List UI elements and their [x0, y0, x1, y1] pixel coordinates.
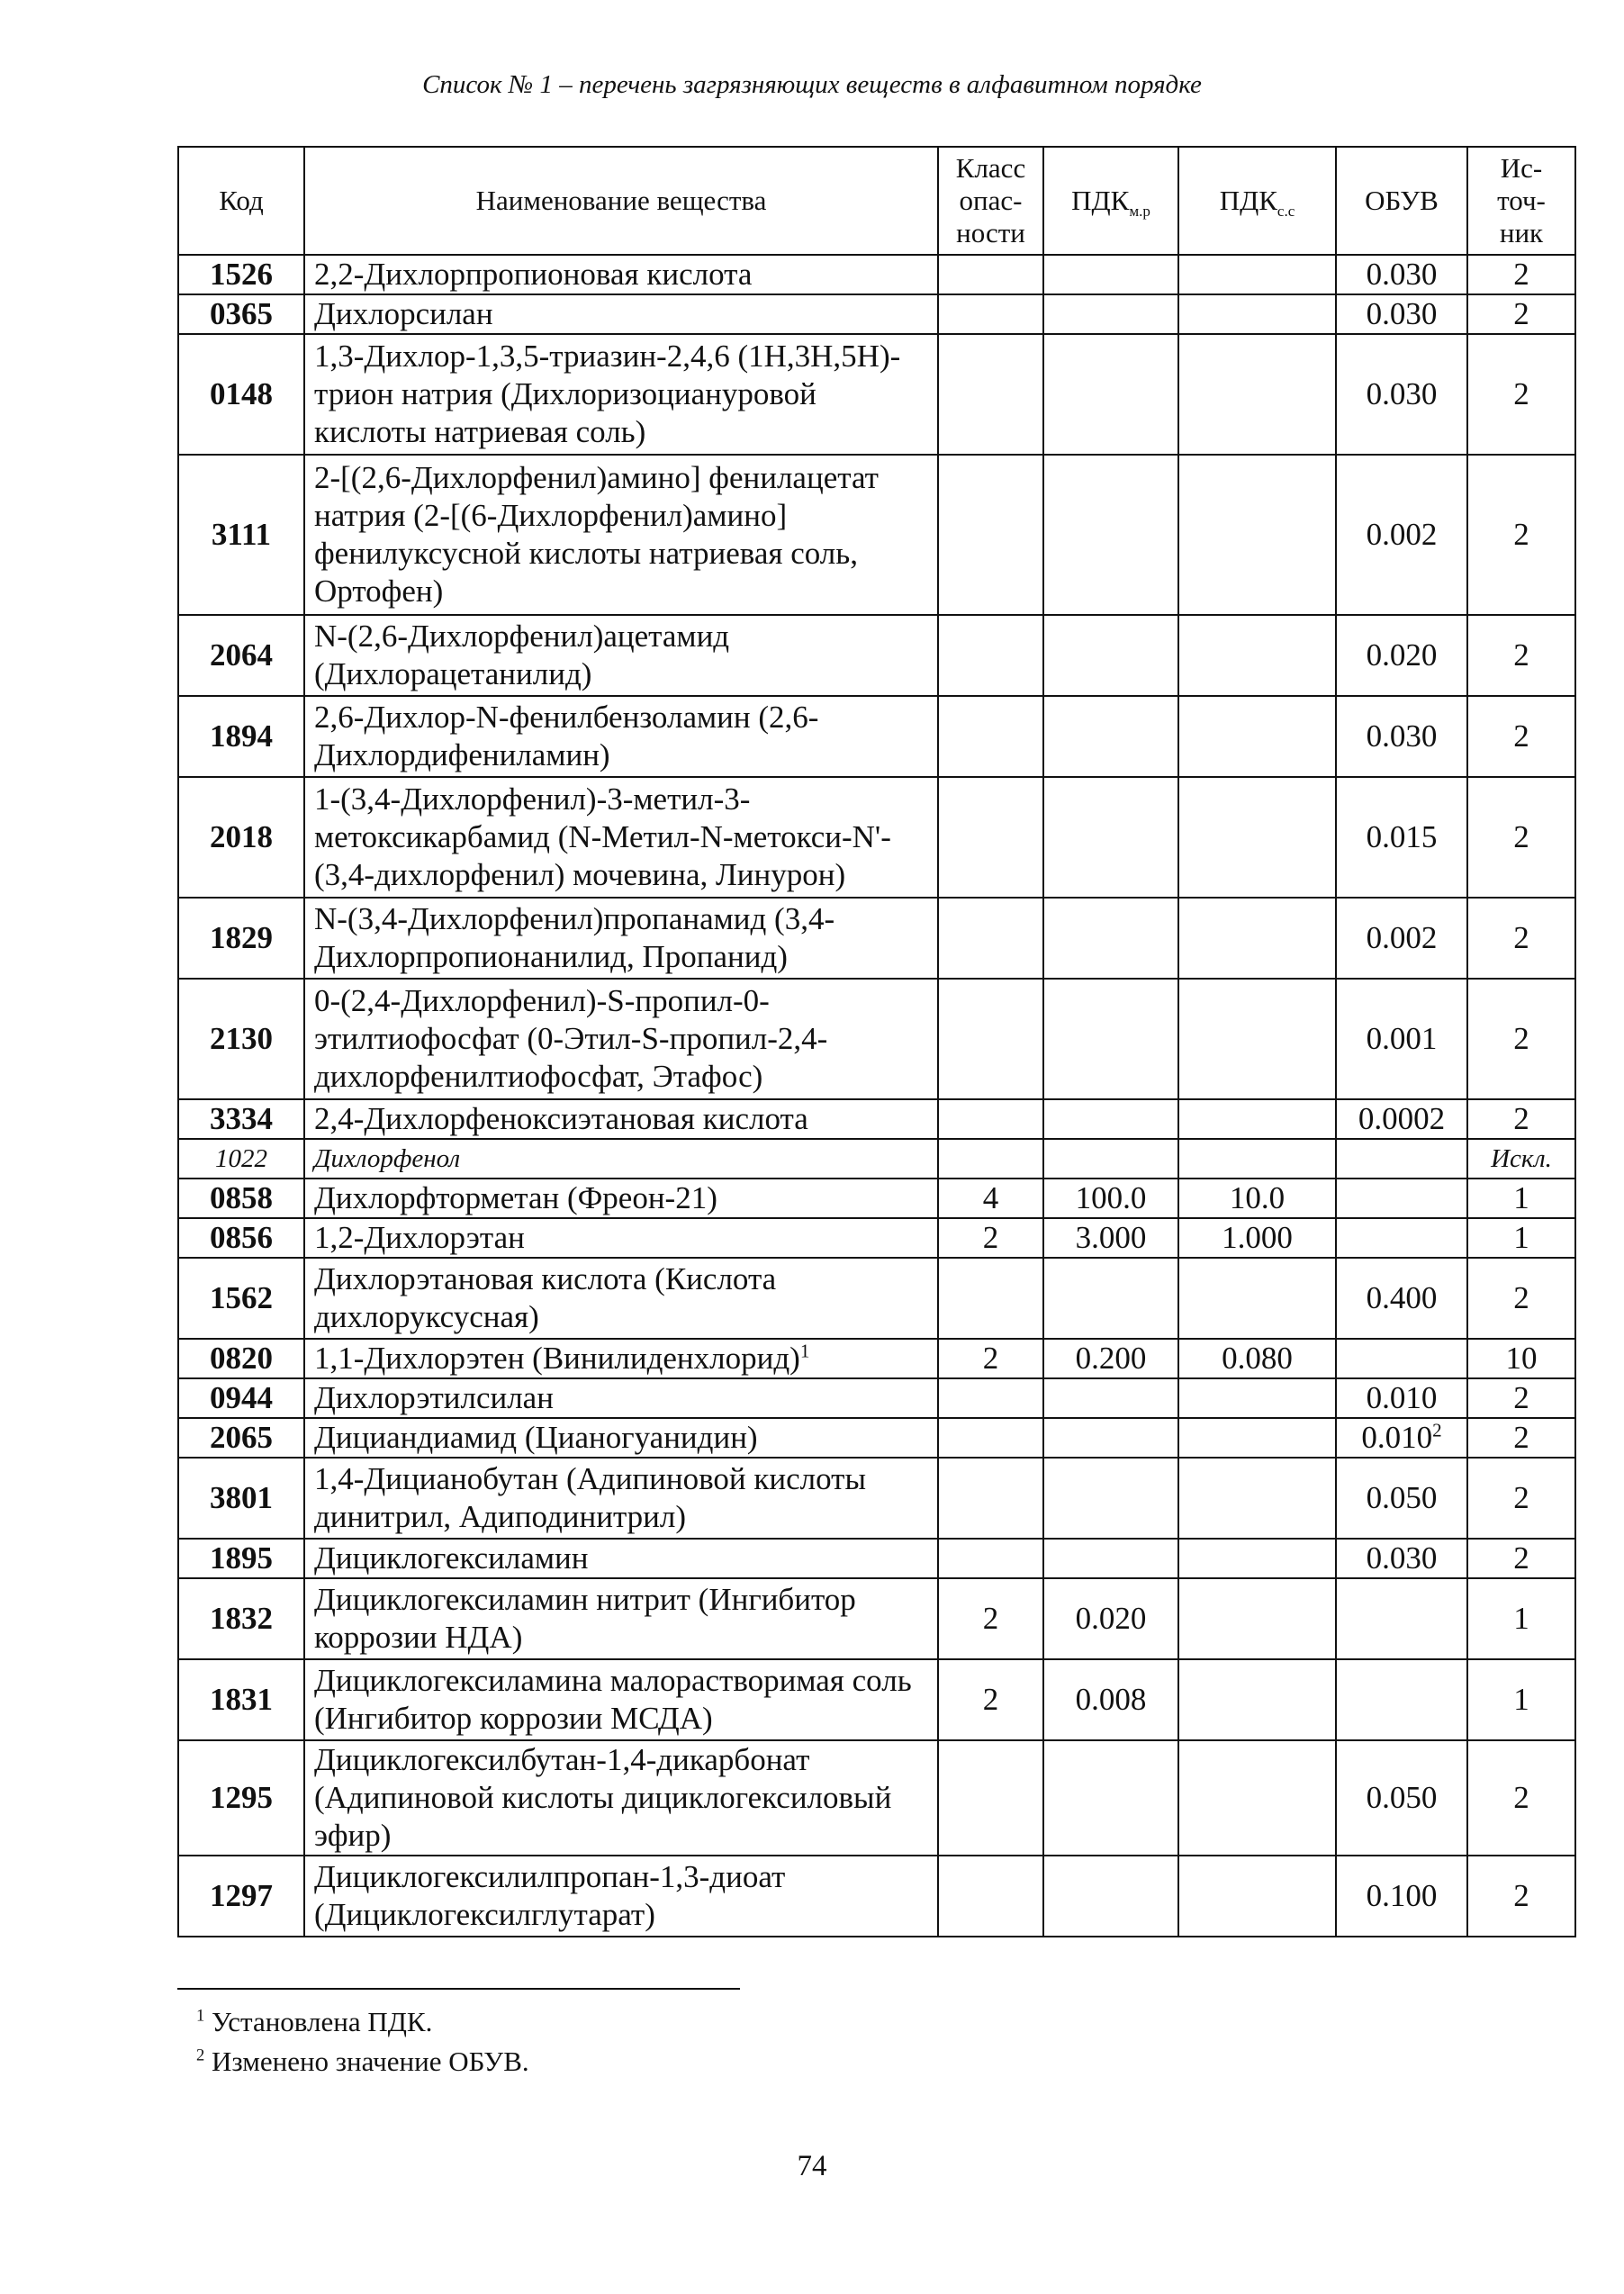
header-pdk-ss-label: ПДК — [1219, 185, 1277, 216]
header-pdk-mr-sub: м.р — [1129, 203, 1150, 221]
table-header-row — [178, 147, 1575, 255]
cell-pdk-mr — [1043, 1378, 1178, 1418]
table-row — [178, 255, 1575, 294]
cell-hazard-class: 2 — [938, 1578, 1043, 1659]
cell-name: 0-(2,4-Дихлорфенил)-S-пропил-0-этилтиофосфат (0-Этил-S-пропил-2,4-дихлорфенилтиофосфат, Этафос) — [304, 979, 938, 1099]
cell-source: 2 — [1467, 1740, 1575, 1856]
table-row — [178, 334, 1575, 455]
header-code: Код — [178, 147, 304, 255]
cell-name: Дициклогексиламин нитрит (Ингибитор коррозии НДА) — [304, 1578, 938, 1659]
cell-pdk-mr: 100.0 — [1043, 1179, 1178, 1218]
cell-pdk-ss — [1178, 696, 1336, 777]
cell-pdk-ss: 0.080 — [1178, 1339, 1336, 1378]
cell-name: Дихлорэтилсилан — [304, 1378, 938, 1418]
cell-pdk-mr — [1043, 1099, 1178, 1139]
cell-name: 2-[(2,6-Дихлорфенил)амино] фенилацетат натрия (2-[(6-Дихлорфенил)амино] фенилуксусной кислоты натриевая соль, Ортофен) — [304, 455, 938, 615]
cell-source: 2 — [1467, 777, 1575, 898]
footnote-2 — [196, 2042, 529, 2082]
cell-pdk-mr: 0.200 — [1043, 1339, 1178, 1378]
table-row — [178, 898, 1575, 979]
cell-pdk-mr — [1043, 1856, 1178, 1937]
cell-pdk-mr — [1043, 294, 1178, 334]
cell-hazard-class — [938, 255, 1043, 294]
cell-name: Дициандиамид (Цианогуанидин) — [304, 1418, 938, 1458]
cell-source: 2 — [1467, 1099, 1575, 1139]
cell-pdk-ss — [1178, 294, 1336, 334]
header-name: Наименование вещества — [304, 147, 938, 255]
cell-code: 1295 — [178, 1740, 304, 1856]
cell-code: 2130 — [178, 979, 304, 1099]
cell-obuv: 0.010$^2$ — [1336, 1418, 1467, 1458]
cell-name: Дициклогексилилпропан-1,3-диоат (Дициклогексилглутарат) — [304, 1856, 938, 1937]
table-row — [178, 1139, 1575, 1179]
cell-code: 2064 — [178, 615, 304, 696]
cell-hazard-class — [938, 1856, 1043, 1937]
cell-hazard-class: 2 — [938, 1339, 1043, 1378]
cell-code: 1526 — [178, 255, 304, 294]
cell-code: 1297 — [178, 1856, 304, 1937]
cell-code: 3111 — [178, 455, 304, 615]
table-row — [178, 1578, 1575, 1659]
cell-name: Дихлорфенол — [304, 1139, 938, 1179]
page-number: 74 — [797, 2150, 827, 2182]
cell-hazard-class — [938, 696, 1043, 777]
cell-hazard-class — [938, 1258, 1043, 1339]
table-row — [178, 294, 1575, 334]
cell-name: 1,1-Дихлорэтен (Винилиденхлорид)$^1$ — [304, 1339, 938, 1378]
cell-obuv: 0.002 — [1336, 455, 1467, 615]
cell-pdk-ss — [1178, 1659, 1336, 1740]
cell-name: 2,4-Дихлорфеноксиэтановая кислота — [304, 1099, 938, 1139]
cell-obuv — [1336, 1339, 1467, 1378]
cell-code: 2065 — [178, 1418, 304, 1458]
cell-hazard-class: 2 — [938, 1659, 1043, 1740]
cell-pdk-mr — [1043, 1740, 1178, 1856]
cell-obuv — [1336, 1218, 1467, 1258]
cell-pdk-ss — [1178, 255, 1336, 294]
cell-code: 0858 — [178, 1179, 304, 1218]
cell-source: 2 — [1467, 1539, 1575, 1578]
table-row — [178, 696, 1575, 777]
header-pdk-ss — [1178, 147, 1336, 255]
table-row — [178, 1099, 1575, 1139]
footnotes — [196, 2002, 529, 2082]
cell-source: 2 — [1467, 615, 1575, 696]
cell-pdk-ss — [1178, 455, 1336, 615]
cell-hazard-class — [938, 615, 1043, 696]
cell-pdk-mr — [1043, 455, 1178, 615]
header-pdk-mr-label: ПДК — [1071, 185, 1130, 216]
table-row — [178, 1539, 1575, 1578]
cell-pdk-mr — [1043, 1139, 1178, 1179]
cell-code: 0365 — [178, 294, 304, 334]
cell-source: 2 — [1467, 1258, 1575, 1339]
cell-pdk-mr — [1043, 696, 1178, 777]
cell-pdk-mr — [1043, 334, 1178, 455]
header-hazard-class: Класс опас- ности — [938, 147, 1043, 255]
cell-pdk-mr — [1043, 898, 1178, 979]
table-row — [178, 615, 1575, 696]
cell-pdk-ss — [1178, 1458, 1336, 1539]
cell-name: 1-(3,4-Дихлорфенил)-3-метил-3-метоксикарбамид (N-Метил-N-метокси-N'-(3,4-дихлорфенил) мочевина, Линурон) — [304, 777, 938, 898]
cell-source: 1 — [1467, 1218, 1575, 1258]
cell-pdk-ss — [1178, 1258, 1336, 1339]
cell-hazard-class — [938, 898, 1043, 979]
footnote-marker: 1 — [799, 1340, 810, 1362]
cell-code: 0148 — [178, 334, 304, 455]
cell-source: 2 — [1467, 1458, 1575, 1539]
cell-hazard-class — [938, 1378, 1043, 1418]
header-obuv: ОБУВ — [1336, 147, 1467, 255]
cell-obuv: 0.030 — [1336, 255, 1467, 294]
footnote-1 — [196, 2002, 529, 2042]
cell-obuv: 0.030 — [1336, 696, 1467, 777]
cell-code: 1562 — [178, 1258, 304, 1339]
cell-pdk-ss — [1178, 1856, 1336, 1937]
cell-pdk-ss: 1.000 — [1178, 1218, 1336, 1258]
header-pdk-ss-sub: с.с — [1277, 203, 1295, 221]
cell-pdk-mr — [1043, 777, 1178, 898]
cell-hazard-class — [938, 1139, 1043, 1179]
cell-source: 2 — [1467, 455, 1575, 615]
cell-obuv — [1336, 1179, 1467, 1218]
cell-pdk-ss — [1178, 615, 1336, 696]
table-row — [178, 1458, 1575, 1539]
cell-code: 1829 — [178, 898, 304, 979]
cell-hazard-class — [938, 334, 1043, 455]
cell-pdk-mr — [1043, 1418, 1178, 1458]
cell-source: 10 — [1467, 1339, 1575, 1378]
cell-pdk-mr — [1043, 979, 1178, 1099]
cell-name: Дихлорэтановая кислота (Кислота дихлоруксусная) — [304, 1258, 938, 1339]
cell-source: 1 — [1467, 1659, 1575, 1740]
cell-code: 2018 — [178, 777, 304, 898]
cell-code: 3334 — [178, 1099, 304, 1139]
cell-obuv: 0.030 — [1336, 1539, 1467, 1578]
footnote-divider — [177, 1988, 740, 1990]
cell-source: 2 — [1467, 334, 1575, 455]
document-title: Список № 1 – перечень загрязняющих веществ в алфавитном порядке — [422, 70, 1202, 99]
cell-hazard-class: 4 — [938, 1179, 1043, 1218]
cell-name: Дихлорсилан — [304, 294, 938, 334]
cell-obuv: 0.0002 — [1336, 1099, 1467, 1139]
cell-obuv: 0.002 — [1336, 898, 1467, 979]
cell-hazard-class: 2 — [938, 1218, 1043, 1258]
cell-pdk-mr — [1043, 1258, 1178, 1339]
cell-obuv — [1336, 1139, 1467, 1179]
cell-name: N-(2,6-Дихлорфенил)ацетамид (Дихлорацетанилид) — [304, 615, 938, 696]
table-row — [178, 1339, 1575, 1378]
cell-source: Искл. — [1467, 1139, 1575, 1179]
cell-pdk-mr: 0.020 — [1043, 1578, 1178, 1659]
cell-source: 2 — [1467, 898, 1575, 979]
table-row — [178, 1856, 1575, 1937]
cell-code: 0856 — [178, 1218, 304, 1258]
cell-hazard-class — [938, 455, 1043, 615]
cell-pdk-ss — [1178, 1740, 1336, 1856]
cell-pdk-mr: 3.000 — [1043, 1218, 1178, 1258]
cell-source: 2 — [1467, 1418, 1575, 1458]
cell-obuv: 0.015 — [1336, 777, 1467, 898]
cell-code: 1894 — [178, 696, 304, 777]
cell-name: 1,4-Дицианобутан (Адипиновой кислоты динитрил, Адиподинитрил) — [304, 1458, 938, 1539]
cell-hazard-class — [938, 979, 1043, 1099]
table-body — [178, 255, 1575, 1937]
cell-source: 2 — [1467, 1856, 1575, 1937]
cell-hazard-class — [938, 1099, 1043, 1139]
cell-hazard-class — [938, 294, 1043, 334]
footnote-marker: 2 — [1432, 1419, 1442, 1441]
cell-pdk-ss — [1178, 1139, 1336, 1179]
cell-pdk-mr — [1043, 615, 1178, 696]
table-row — [178, 1179, 1575, 1218]
cell-obuv: 0.020 — [1336, 615, 1467, 696]
cell-code: 0820 — [178, 1339, 304, 1378]
footnote-1-text: Установлена ПДК. — [212, 2006, 433, 2037]
table-row — [178, 1659, 1575, 1740]
cell-code: 1022 — [178, 1139, 304, 1179]
table-row — [178, 1258, 1575, 1339]
table-row — [178, 777, 1575, 898]
cell-pdk-mr — [1043, 1458, 1178, 1539]
header-source: Ис- точ- ник — [1467, 147, 1575, 255]
cell-name: Дихлорфторметан (Фреон-21) — [304, 1179, 938, 1218]
cell-obuv: 0.030 — [1336, 294, 1467, 334]
table-row — [178, 1218, 1575, 1258]
cell-obuv: 0.400 — [1336, 1258, 1467, 1339]
cell-pdk-ss — [1178, 1378, 1336, 1418]
cell-code: 1895 — [178, 1539, 304, 1578]
cell-source: 2 — [1467, 979, 1575, 1099]
cell-pdk-ss — [1178, 1099, 1336, 1139]
cell-code: 0944 — [178, 1378, 304, 1418]
substances-table — [177, 146, 1576, 1937]
cell-source: 2 — [1467, 1378, 1575, 1418]
cell-pdk-ss: 10.0 — [1178, 1179, 1336, 1218]
table-row — [178, 979, 1575, 1099]
footnote-1-mark: 1 — [196, 2006, 205, 2026]
cell-hazard-class — [938, 777, 1043, 898]
cell-name: Дициклогексилбутан-1,4-дикарбонат (Адипиновой кислоты дициклогексиловый эфир) — [304, 1740, 938, 1856]
table-row — [178, 1378, 1575, 1418]
table-row — [178, 1740, 1575, 1856]
cell-source: 2 — [1467, 255, 1575, 294]
table-row — [178, 1418, 1575, 1458]
cell-pdk-ss — [1178, 979, 1336, 1099]
cell-pdk-mr — [1043, 1539, 1178, 1578]
cell-name: N-(3,4-Дихлорфенил)пропанамид (3,4-Дихлорпропионанилид, Пропанид) — [304, 898, 938, 979]
cell-pdk-mr: 0.008 — [1043, 1659, 1178, 1740]
cell-code: 1831 — [178, 1659, 304, 1740]
cell-code: 1832 — [178, 1578, 304, 1659]
cell-obuv — [1336, 1578, 1467, 1659]
cell-pdk-ss — [1178, 1539, 1336, 1578]
cell-source: 1 — [1467, 1578, 1575, 1659]
cell-code: 3801 — [178, 1458, 304, 1539]
cell-obuv: 0.100 — [1336, 1856, 1467, 1937]
cell-hazard-class — [938, 1539, 1043, 1578]
cell-obuv: 0.001 — [1336, 979, 1467, 1099]
cell-name: 2,6-Дихлор-N-фенилбензоламин (2,6-Дихлордифениламин) — [304, 696, 938, 777]
cell-obuv: 0.050 — [1336, 1458, 1467, 1539]
cell-obuv: 0.010 — [1336, 1378, 1467, 1418]
cell-name: 1,3-Дихлор-1,3,5-триазин-2,4,6 (1Н,3Н,5Н)-трион натрия (Дихлоризоциануровой кислоты натриевая соль) — [304, 334, 938, 455]
cell-hazard-class — [938, 1458, 1043, 1539]
cell-hazard-class — [938, 1740, 1043, 1856]
footnote-2-text: Изменено значение ОБУВ. — [212, 2046, 529, 2077]
cell-obuv: 0.030 — [1336, 334, 1467, 455]
table-row — [178, 455, 1575, 615]
cell-pdk-ss — [1178, 334, 1336, 455]
cell-name: Дициклогексиламина малорастворимая соль (Ингибитор коррозии МСДА) — [304, 1659, 938, 1740]
cell-pdk-ss — [1178, 1418, 1336, 1458]
cell-obuv — [1336, 1659, 1467, 1740]
cell-name: 2,2-Дихлорпропионовая кислота — [304, 255, 938, 294]
cell-pdk-ss — [1178, 898, 1336, 979]
cell-pdk-ss — [1178, 1578, 1336, 1659]
header-pdk-mr — [1043, 147, 1178, 255]
cell-source: 2 — [1467, 294, 1575, 334]
cell-name: Дициклогексиламин — [304, 1539, 938, 1578]
cell-pdk-mr — [1043, 255, 1178, 294]
cell-source: 2 — [1467, 696, 1575, 777]
cell-obuv: 0.050 — [1336, 1740, 1467, 1856]
cell-hazard-class — [938, 1418, 1043, 1458]
footnote-2-mark: 2 — [196, 2046, 205, 2065]
cell-pdk-ss — [1178, 777, 1336, 898]
cell-name: 1,2-Дихлорэтан — [304, 1218, 938, 1258]
cell-source: 1 — [1467, 1179, 1575, 1218]
